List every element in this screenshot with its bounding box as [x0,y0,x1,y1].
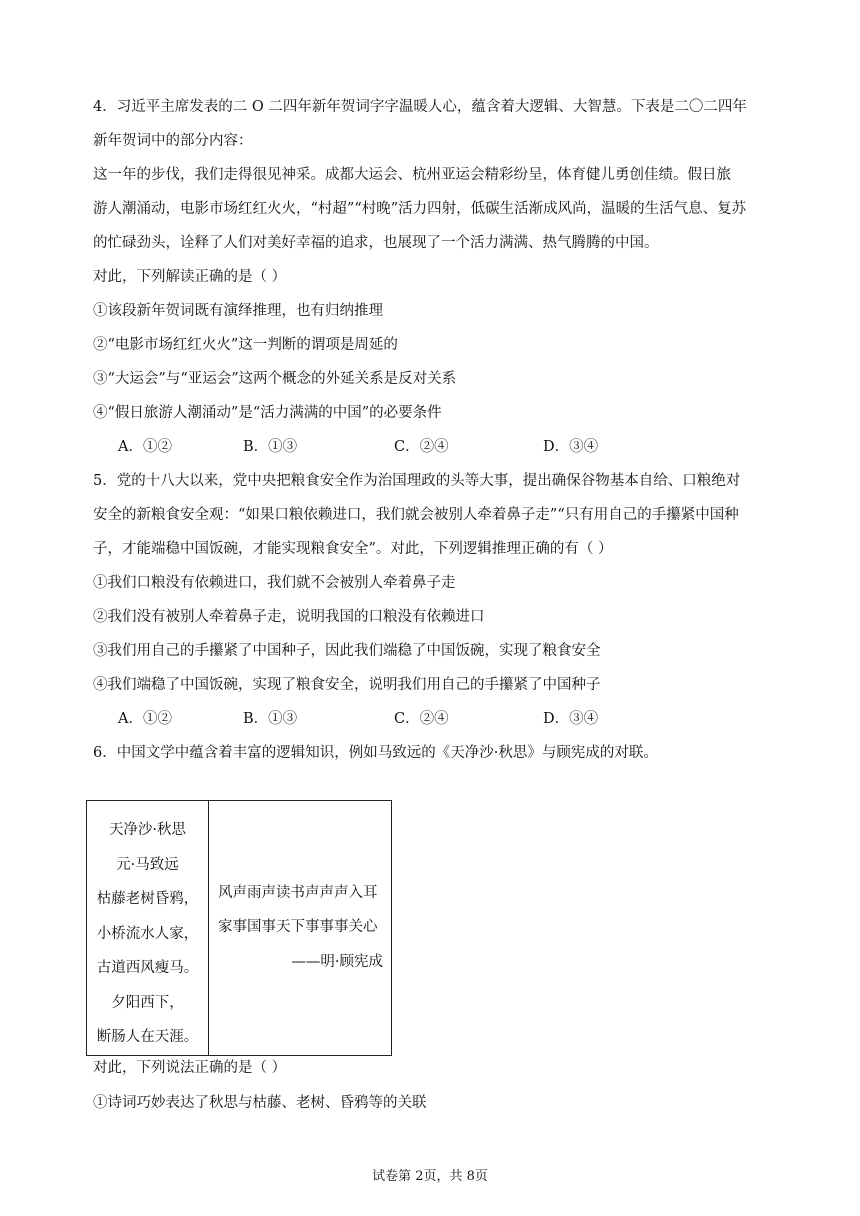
q4-option-c[interactable]: C．②④ [394,439,449,455]
q5-statement: ②我们没有被别人牵着鼻子走，说明我国的口粮没有依赖进口 [93,609,485,625]
q4-prompt: 对此，下列解读正确的是（ ） [93,269,287,285]
poem-line: 断肠人在天涯。 [96,1029,199,1045]
poem-line: 夕阳西下， [111,994,184,1011]
q5-option-b[interactable]: B．①③ [243,711,298,727]
q4-passage-line: 的忙碌劲头，诠释了人们对美好幸福的追求，也展现了一个活力满满、热气腾腾的中国。 [93,235,659,251]
q4-option-d[interactable]: D．③④ [543,439,599,455]
q5-option-c[interactable]: C．②④ [394,711,449,727]
q4-statement: ③“大运会”与“亚运会”这两个概念的外延关系是反对关系 [93,371,457,387]
q5-option-d[interactable]: D．③④ [543,711,599,727]
poem-line: 小桥流水人家， [96,925,199,942]
q6-stem: 6．中国文学中蕴含着丰富的逻辑知识，例如马致远的《天净沙·秋思》与顾宪成的对联。 [93,745,658,761]
q5-option-a[interactable]: A．①② [118,711,172,727]
poem-author: 元·马致远 [116,856,179,873]
q6-statement: ①诗词巧妙表达了秋思与枯藤、老树、昏鸦等的关联 [93,1095,427,1111]
couplet-line-2: 家事国事天下事事事关心 [218,919,378,935]
poem-line: 古道西风瘦马。 [96,960,199,976]
poem-cell [87,801,209,1056]
q4-stem-line: 新年贺词中的部分内容： [93,133,253,149]
q4-statement: ①该段新年贺词既有演绎推理，也有归纳推理 [93,303,383,319]
q6-prompt: 对此，下列说法正确的是（ ） [93,1060,287,1076]
q4-stem-line: 4．习近平主席发表的二 O 二四年新年贺词字字温暖人心，蕴含着大逻辑、大智慧。下表是二〇二四年 [93,99,747,115]
q4-option-a[interactable]: A．①② [118,439,172,455]
q4-passage-line: 游人潮涌动，电影市场红红火火，“村超”“村晚”活力四射，低碳生活渐成风尚，温暖的生活气息、复苏 [93,201,747,217]
q5-stem-line: 安全的新粮食安全观：“如果口粮依赖进口，我们就会被别人牵着鼻子走”“只有用自己的手攥紧中国种 [93,507,739,523]
q4-statement: ②“电影市场红红火火”这一判断的谓项是周延的 [93,337,398,353]
couplet-line-1: 风声雨声读书声声声入耳 [218,885,378,901]
q5-stem-line: 子，才能端稳中国饭碗，才能实现粮食安全”。对此，下列逻辑推理正确的有（ ） [93,541,613,557]
couplet-cell [209,801,392,1056]
poem-line: 枯藤老树昏鸦， [96,891,199,907]
couplet-author: ——明·顾宪成 [291,954,383,970]
q4-options [118,437,738,457]
q4-statement: ④“假日旅游人潮涌动”是“活力满满的中国”的必要条件 [93,405,442,421]
q5-statement: ④我们端稳了中国饭碗，实现了粮食安全，说明我们用自己的手攥紧了中国种子 [93,677,601,693]
q4-passage-line: 这一年的步伐，我们走得很见神采。成都大运会、杭州亚运会精彩纷呈，体育健儿勇创佳绩。假日旅 [93,167,731,183]
q5-statement: ③我们用自己的手攥紧了中国种子，因此我们端稳了中国饭碗，实现了粮食安全 [93,643,601,659]
poem-title: 天净沙·秋思 [108,822,187,838]
q4-option-b[interactable]: B．①③ [243,439,298,455]
q5-statement: ①我们口粮没有依赖进口，我们就不会被别人牵着鼻子走 [93,575,456,591]
q5-stem-line: 5．党的十八大以来，党中央把粮食安全作为治国理政的头等大事，提出确保谷物基本自给、口粮绝对 [93,473,741,489]
q5-options [118,709,738,729]
page-footer: 试卷第 2页，共 8页 [372,1169,488,1184]
poem-couplet-table [86,800,392,1056]
